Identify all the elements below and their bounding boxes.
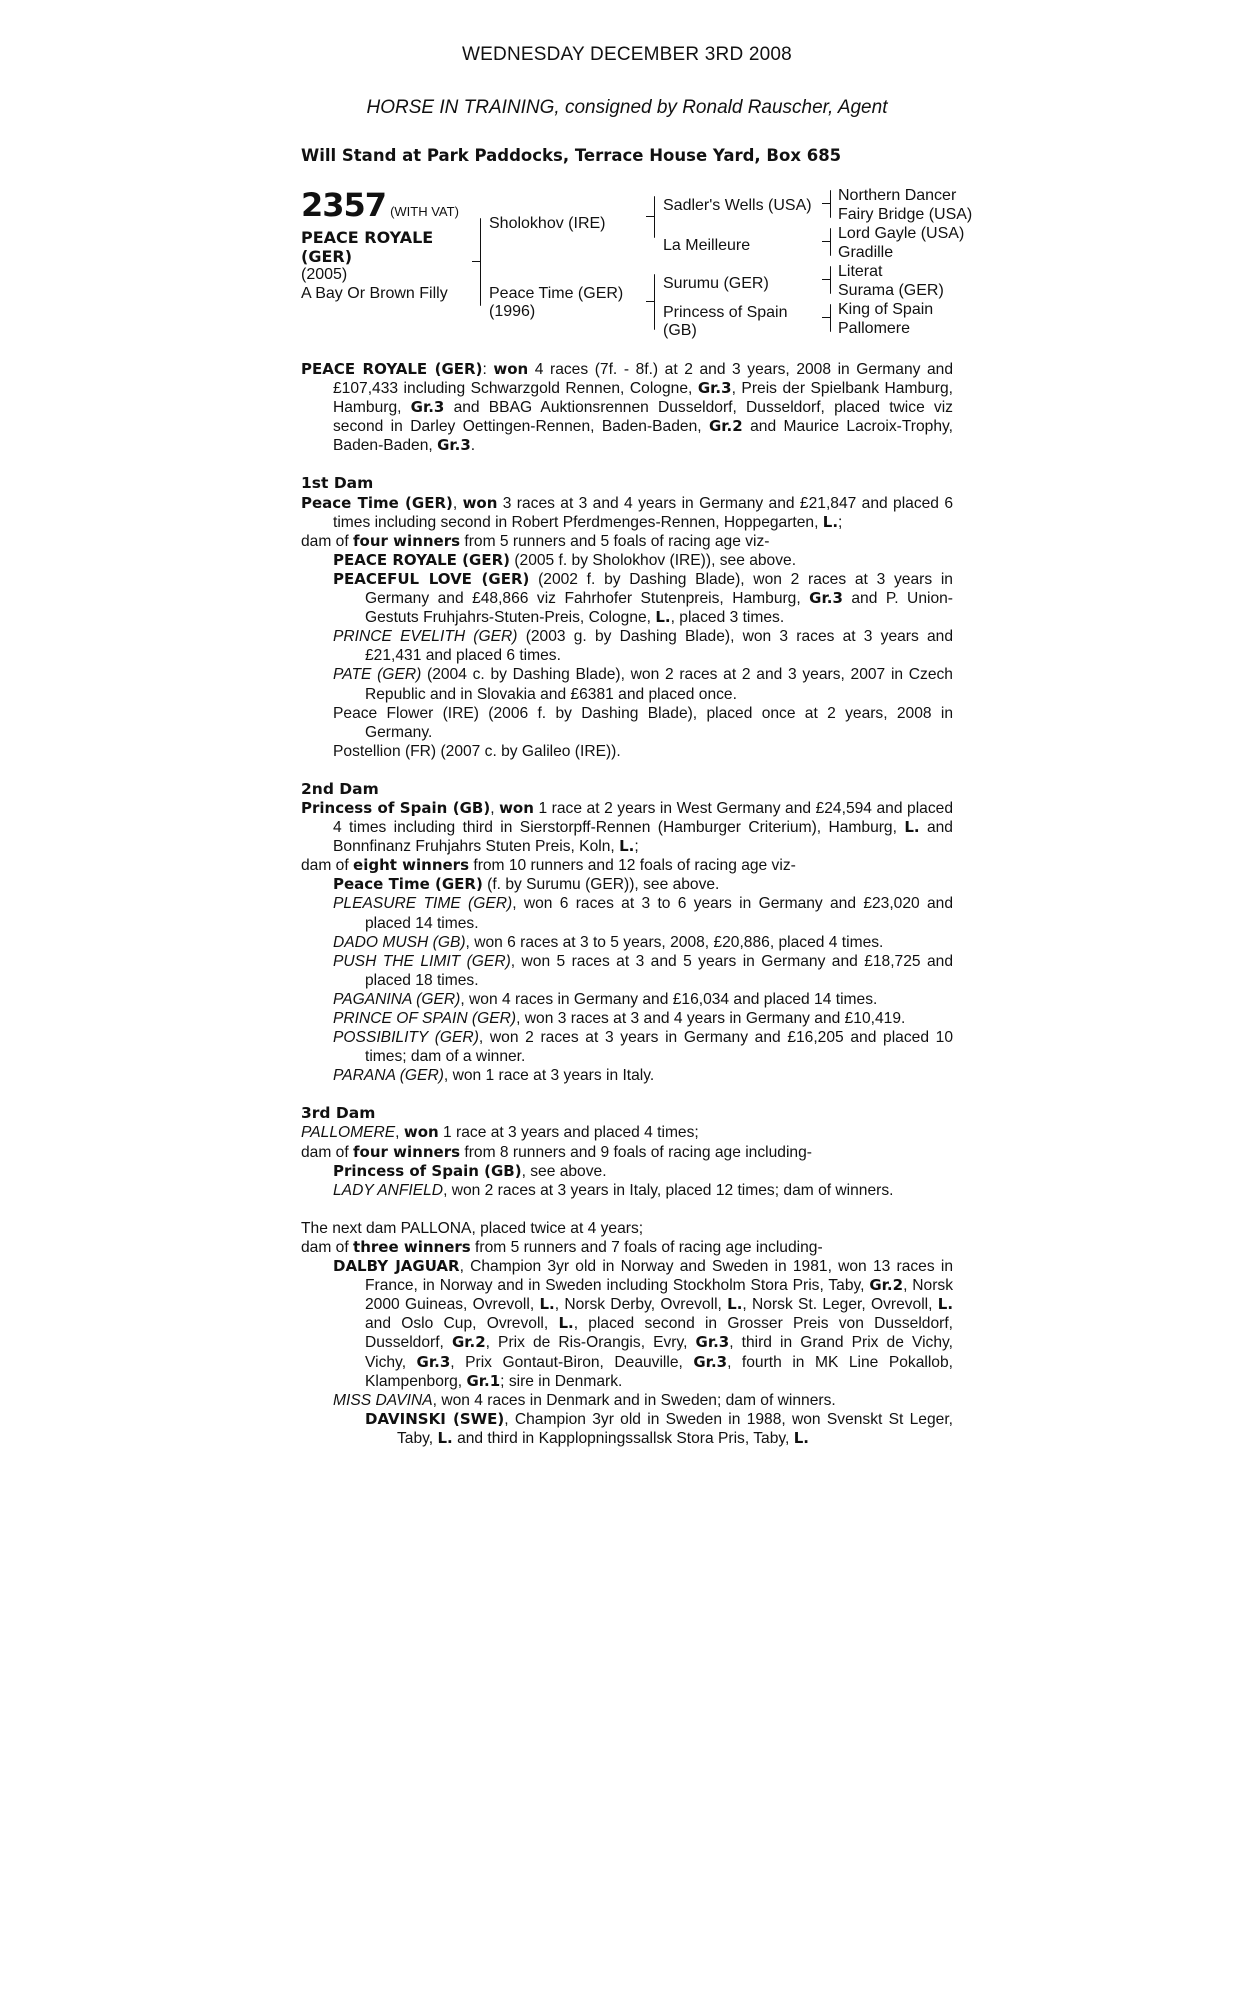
grade-label: Gr.3 (693, 1352, 728, 1371)
produce-name: PEACE ROYALE (GER) (333, 550, 510, 569)
produce-text: , won 6 races at 3 to 6 years in Germany and £23,020 and placed 14 times. (365, 895, 954, 932)
produce-text: (2002 f. by Dashing Blade), won 2 races at 3 years in Germany and £48,866 viz Fahrhofer Stutenpreis, Hamburg, (365, 570, 953, 608)
listed-label: L. (727, 1295, 743, 1314)
grade-label: Gr.3 (416, 1352, 451, 1371)
produce-entry (301, 894, 953, 932)
ancestor: Northern Dancer (838, 187, 957, 204)
dam-text: and Bonnfinanz Fruhjahrs Stuten Preis, Koln, (333, 819, 953, 856)
produce-entry (301, 952, 953, 990)
listed-label: L. (937, 1295, 954, 1314)
summary-text: 4 races (7f. - 8f.) at 2 and 3 years, 2008 in Germany and £107,433 including Schwarzgold Rennen, Cologne, (333, 361, 953, 398)
produce-name: PRINCE OF SPAIN (GER) (333, 1010, 517, 1027)
dam-name: Peace Time (GER) (489, 285, 624, 302)
ancestor: Surama (GER) (838, 282, 944, 299)
produce-text: , won 1 race at 3 years in Italy. (443, 1067, 655, 1085)
produce-entry (301, 627, 953, 665)
produce-text: , won 4 races in Germany and £16,034 and placed 14 times. (460, 990, 878, 1008)
produce-text: , Champion 3yr old in Sweden in 1988, won Svenskt St Leger, Taby, (397, 1410, 953, 1447)
dam-text: 3 races at 3 and 4 years in Germany and £21,847 and placed 6 times including second in Robert Pferdmenges-Rennen, Hoppegarten, (333, 494, 954, 531)
listed-label: L. (558, 1314, 574, 1333)
produce-text: , Norsk St. Leger, Ovrevoll, (742, 1296, 933, 1314)
produce-name: Peace Time (GER) (333, 875, 483, 894)
consignment-line: HORSE IN TRAINING, consigned by Ronald Rauscher, Agent (366, 97, 888, 118)
produce-text: (2005 f. by Sholokhov (IRE)), see above. (514, 551, 797, 569)
produce-entry (301, 1162, 953, 1181)
ancestor: Lord Gayle (USA) (838, 225, 965, 242)
stand-location: Will Stand at Park Paddocks, Terrace House Yard, Box 685 (301, 146, 842, 165)
dam-text: from 5 runners and 7 foals of racing age including- (475, 1238, 823, 1256)
produce-entry (301, 665, 953, 703)
dam-text: from 5 runners and 5 foals of racing age viz- (464, 532, 770, 550)
ancestor: King of Spain (838, 301, 934, 318)
section-title-3rd-dam: 3rd Dam (301, 1104, 376, 1123)
produce-text: , won 2 races at 3 years in Germany and £16,205 and placed 10 times; dam of a winner. (365, 1029, 953, 1066)
listed-label: L. (904, 818, 920, 837)
pedigree-block (301, 186, 981, 346)
produce-name: PAGANINA (GER) (333, 990, 461, 1008)
dam-summary: Peace Time (GER), won 3 races at 3 and 4 years in Germany and £21,847 and placed 6 times including second in Robert Pferdmenges-Rennen, Hoppegarten, L.; (301, 493, 954, 531)
g3-brace-2 (830, 228, 831, 256)
dam-brace (654, 274, 655, 330)
horse-description: A Bay Or Brown Filly (301, 285, 448, 302)
g3-brace-4 (830, 304, 831, 332)
ancestor: Fairy Bridge (USA) (838, 206, 973, 223)
produce-text: , placed 3 times. (670, 609, 785, 627)
dam-of-label: dam of (301, 1238, 349, 1256)
produce-text: , placed second in Grosser Preis von Dusseldorf, Dusseldorf, (365, 1315, 953, 1352)
sire-sire: Sadler's Wells (USA) (663, 197, 812, 214)
produce-text: (2003 g. by Dashing Blade), won 3 races at 3 years and £21,431 and placed 6 times. (365, 628, 954, 665)
produce-text: , won 6 races at 3 to 5 years, 2008, £20,886, placed 4 times. (465, 933, 884, 951)
dam-of-line (301, 1238, 953, 1257)
produce-text: , won 2 races at 3 years in Italy, placed 12 times; dam of winners. (443, 1181, 894, 1199)
produce-text: and Oslo Cup, Ovrevoll, (365, 1315, 549, 1333)
produce-text: and third in Kapplopningssallsk Stora Pris, Taby, (457, 1429, 790, 1447)
winners-count: three winners (353, 1237, 471, 1256)
listed-label: L. (539, 1295, 555, 1314)
winners-count: four winners (353, 531, 461, 550)
produce-entry (301, 1066, 953, 1085)
ancestor: Gradille (838, 244, 894, 261)
produce-name: PUSH THE LIMIT (GER) (333, 952, 511, 970)
grade-label: Gr.3 (697, 379, 732, 398)
produce-entry (301, 933, 953, 952)
grade-label: Gr.3 (695, 1333, 730, 1352)
won-label: won (499, 798, 534, 817)
produce-name: PARANA (GER) (333, 1067, 444, 1085)
dam-name-ref: PALLOMERE (301, 1124, 396, 1142)
sale-date: WEDNESDAY DECEMBER 3RD 2008 (462, 44, 792, 65)
won-label: won (403, 1123, 439, 1142)
produce-text: , won 3 races at 3 and 4 years in Germany and £10,419. (516, 1010, 906, 1027)
produce-text: Norsk 2000 Guineas, Ovrevoll, (365, 1277, 953, 1314)
grade-label: Gr.2 (451, 1333, 486, 1352)
dam-dam: Princess of Spain (663, 304, 788, 321)
lot-number: 2357 (301, 186, 387, 224)
produce-text: , fourth in MK Line Pokallob, Klampenborg, (365, 1353, 953, 1390)
dam-text: from 10 runners and 12 foals of racing age viz- (473, 857, 796, 875)
produce-name: POSSIBILITY (GER) (333, 1029, 479, 1047)
dam-of-line (301, 532, 953, 551)
listed-label: L. (793, 1428, 809, 1447)
produce-text: , won 5 races at 3 and 5 years in Germany and £18,725 and placed 18 times. (365, 952, 954, 989)
grade-label: Gr.3 (437, 436, 471, 455)
winners-count: four winners (353, 1142, 461, 1161)
ancestor: Literat (838, 263, 883, 280)
listed-label: L. (655, 608, 671, 627)
grade-label: Gr.1 (466, 1371, 501, 1390)
horse-name-country: (GER) (301, 247, 353, 266)
summary-text: and Maurice Lacroix-Trophy, Baden-Baden, (333, 418, 953, 455)
horse-name (301, 228, 451, 266)
dam-of-label: dam of (301, 857, 349, 875)
won-label: won (462, 493, 498, 512)
dam-year: (1996) (489, 303, 536, 320)
produce-name: Princess of Spain (GB) (333, 1161, 522, 1180)
produce-name: PLEASURE TIME (GER) (333, 895, 513, 913)
produce-entry: Peace Flower (IRE) (2006 f. by Dashing Blade), placed once at 2 years, 2008 in Germany. (333, 704, 953, 741)
next-dam-line: The next dam PALLONA, placed twice at 4 years; (301, 1219, 644, 1237)
produce-name: DALBY JAGUAR (333, 1257, 460, 1276)
produce-text: , third in Grand Prix de Vichy, Vichy, (365, 1334, 953, 1371)
produce-text: , Champion 3yr old in Norway and Sweden in 1981, won 13 races in France, in Norway and in Sweden including Stockholm Stora Pris, Taby, (365, 1258, 953, 1295)
grade-label: Gr.2 (708, 417, 743, 436)
g3-brace-3 (830, 266, 831, 294)
g3-brace-1 (830, 190, 831, 218)
produce-text: , see above. (521, 1162, 607, 1180)
dam-name-ref: Princess of Spain (GB) (301, 798, 491, 817)
dam-of-label: dam of (301, 532, 349, 550)
produce-text: , Prix Gontaut-Biron, Deauville, (450, 1353, 683, 1371)
produce-entry: Postellion (FR) (2007 c. by Galileo (IRE)). (333, 742, 621, 760)
dam-name-ref: Peace Time (GER) (301, 493, 453, 512)
produce-name: MISS DAVINA (333, 1391, 433, 1409)
dam-of-line (301, 1143, 953, 1162)
horse-year: (2005) (301, 266, 348, 283)
lot-heading (301, 186, 459, 224)
produce-entry (301, 570, 953, 627)
produce-entry (301, 1009, 953, 1028)
dam-of-line (301, 856, 953, 875)
produce-text: , won 4 races in Denmark and in Sweden; dam of winners. (432, 1391, 836, 1409)
sire-dam: La Meilleure (663, 237, 751, 254)
sire-dam-brace (480, 218, 481, 306)
won-label: won (493, 360, 529, 378)
summary-text: and BBAG Auktionsrennen Dusseldorf, Dusseldorf, placed twice viz second in Darley Oettingen-Rennen, Baden-Baden, (333, 399, 953, 436)
dam-text: 1 race at 3 years and placed 4 times; (443, 1124, 699, 1142)
produce-entry (301, 875, 953, 894)
produce-text: (f. by Surumu (GER)), see above. (487, 876, 720, 894)
dam-text: 1 race at 2 years in West Germany and £24,594 and placed 4 times including third in Sierstorpff-Rennen (Hamburger Criterium), Hamburg, (333, 799, 953, 837)
dam-of-label: dam of (301, 1143, 349, 1161)
produce-text: (2004 c. by Dashing Blade), won 2 races at 2 and 3 years, 2007 in Czech Republic and in Slovakia and £6381 and placed once. (365, 666, 953, 703)
horse-summary: PEACE ROYALE (GER): won 4 races (7f. - 8f.) at 2 and 3 years, 2008 in Germany and £107,433 including Schwarzgold Rennen, Cologne, Gr.3, Preis der Spielbank Hamburg, Hamburg, Gr.3 and BBAG Auktionsrennen Dusseldorf, Dusseldorf, placed twice viz second in Darley Oettingen-Rennen, Baden-Baden, Gr.2 and Maurice Lacroix-Trophy, Baden-Baden, Gr.3. (301, 360, 954, 455)
sire-brace (654, 196, 655, 238)
produce-entry (301, 990, 953, 1009)
grade-label: Gr.2 (869, 1276, 904, 1295)
produce-entry (301, 551, 953, 570)
dam-dam-country: (GB) (663, 322, 697, 339)
vat-note: (WITH VAT) (390, 204, 459, 219)
produce-text: , Prix de Ris-Orangis, Evry, (485, 1334, 688, 1352)
produce-name: DADO MUSH (GB) (333, 933, 466, 951)
dam-text: from 8 runners and 9 foals of racing age including- (464, 1143, 812, 1161)
dam-summary: Princess of Spain (GB), won 1 race at 2 years in West Germany and £24,594 and placed 4 times including third in Sierstorpff-Rennen (Hamburger Criterium), Hamburg, L. and Bonnfinanz Fruhjahrs Stuten Preis, Koln, L.; (301, 798, 953, 856)
grade-label: Gr.3 (410, 398, 445, 417)
grade-label: Gr.3 (809, 589, 843, 608)
produce-text: ; sire in Denmark. (500, 1372, 623, 1390)
produce-entry: DALBY JAGUAR, Champion 3yr old in Norway and Sweden in 1981, won 13 races in France, in Norway and in Sweden including Stockholm Stora Pris, Taby, Gr.2, Norsk 2000 Guineas, Ovrevoll, L., Norsk Derby, Ovrevoll, L., Norsk St. Leger, Ovrevoll, L. and Oslo Cup, Ovrevoll, L., placed second in Grosser Preis von Dusseldorf, Dusseldorf, Gr.2, Prix de Ris-Orangis, Evry, Gr.3, third in Grand Prix de Vichy, Vichy, Gr.3, Prix Gontaut-Biron, Deauville, Gr.3, fourth in MK Line Pokallob, Klampenborg, Gr.1; sire in Denmark. (333, 1257, 954, 1390)
catalogue-text (301, 360, 953, 1448)
produce-entry (301, 1410, 953, 1448)
produce-entry (301, 1028, 953, 1066)
section-title-1st-dam: 1st Dam (301, 474, 374, 493)
produce-text: and P. Union-Gestuts Fruhjahrs-Stuten-Preis, Cologne, (365, 590, 953, 627)
summary-text: , Preis der Spielbank Hamburg, Hamburg, (333, 380, 954, 417)
dam-sire: Surumu (GER) (663, 275, 769, 292)
produce-name: PRINCE EVELITH (GER) (333, 628, 518, 646)
sire-name: Sholokhov (IRE) (489, 215, 606, 232)
listed-label: L. (619, 837, 635, 856)
produce-text: , Norsk Derby, Ovrevoll, (554, 1296, 722, 1314)
listed-label: L. (822, 512, 839, 531)
section-title-2nd-dam: 2nd Dam (301, 779, 379, 798)
produce-entry (301, 1391, 953, 1410)
horse-name-ref: PEACE ROYALE (GER) (301, 360, 483, 378)
produce-name: LADY ANFIELD (333, 1181, 444, 1199)
horse-name-line: PEACE ROYALE (301, 228, 434, 247)
produce-entry (301, 1181, 953, 1200)
ancestor: Pallomere (838, 320, 911, 337)
winners-count: eight winners (353, 856, 470, 875)
produce-name: PATE (GER) (333, 666, 422, 684)
produce-name: PEACEFUL LOVE (GER) (333, 569, 530, 588)
produce-name: DAVINSKI (SWE) (365, 1409, 505, 1428)
listed-label: L. (437, 1428, 453, 1447)
dam-summary: PALLOMERE, won 1 race at 3 years and placed 4 times; (301, 1123, 699, 1142)
